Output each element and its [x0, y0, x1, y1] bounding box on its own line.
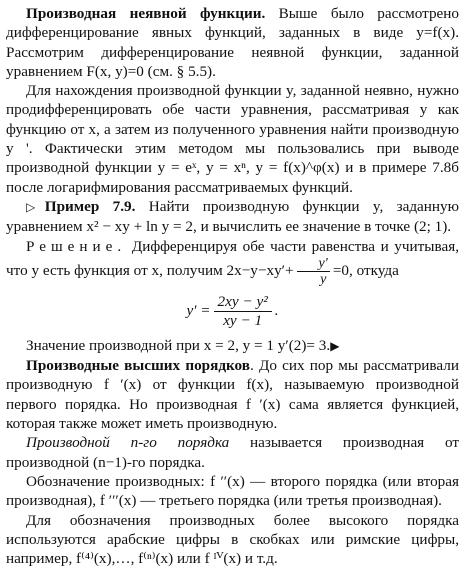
nth-derivative-definition: [6, 433, 459, 472]
example-statement: [6, 197, 459, 237]
example-label: Пример 7.9.: [44, 197, 136, 215]
section-heading-higher: Производные высших порядков: [26, 357, 250, 375]
solution-text-b: =0, откуда: [332, 261, 399, 279]
example-start-marker: ▷: [26, 199, 45, 214]
formula-end: .: [274, 301, 279, 319]
example-text: Найти производную функции y, заданную уравнением x² − xy + ln y = 2, и вычислить ее значение в точке (2; 1).: [6, 197, 459, 236]
formula-denominator: xy − 1: [223, 311, 263, 329]
formula-fraction: [214, 293, 272, 330]
solution-paragraph: [6, 237, 459, 287]
fraction-yprime-over-y: [297, 256, 330, 287]
higher-order-intro: [6, 356, 459, 433]
fraction-numerator: y′: [297, 256, 330, 272]
derivative-value: [6, 336, 459, 356]
solution-label: Решение.: [26, 237, 127, 255]
intro-text: Выше было рассмотрено дифференцирование явных функций, заданных в виде y=f(x). Рассмотрим дифференцирование неявной функции, заданной уравнением F(x, y)=0 (см. § 5.5).: [6, 5, 460, 80]
method-paragraph: Для нахождения производной функции y, заданной неявно, нужно продифференцировать обе части уравнения, рассматривая y как функцию от x, а затем из полученного уравнения найти производную y '. Фактически этим методом мы пользовались при выводе производной функции y = eˣ, y = xⁿ, y = f(x)^φ(x) и в примере 7.8б после логарифмирования рассматриваемых функций.: [6, 82, 459, 196]
definition-term: Производной n-го порядка: [26, 434, 230, 452]
formula-lhs: y′ =: [186, 301, 211, 319]
example-end-marker: ▶: [330, 338, 340, 353]
derivative-formula: [6, 293, 459, 330]
implicit-derivative-intro: [6, 4, 459, 81]
fraction-denominator: y: [320, 271, 327, 287]
higher-order-text: . До сих пор мы рассматривали производную f ′(x) от функции f(x), называемую производной первого порядка. Но производная f ′(x) сама является функцией, которая также может иметь производную.: [6, 357, 459, 433]
higher-notation-paragraph: Для обозначения производных более высокого порядка используются арабские цифры в скобках или римские цифры, например, f⁽⁴⁾(x),…, f⁽ⁿ⁾(x) или f ᴵⱽ(x) и т.д.: [6, 511, 459, 568]
formula-numerator: 2xy − y²: [214, 293, 272, 312]
derivative-value-text: Значение производной при x = 2, y = 1 y′(2)= 3.: [26, 336, 331, 354]
section-heading-implicit: Производная неявной функции.: [26, 5, 266, 22]
solution-text-a: Дифференцируя обе части равенства и учитывая, что y есть функция от x, получим 2x−y−xy′+: [6, 237, 460, 279]
definition-text: называется производная от производной (n−1)-го порядка.: [6, 434, 459, 471]
notation-paragraph: Обозначение производных: f ′′(x) — второго порядка (или вторая производная), f ′′′(x) — третьего порядка (или третья производная).: [6, 472, 459, 510]
